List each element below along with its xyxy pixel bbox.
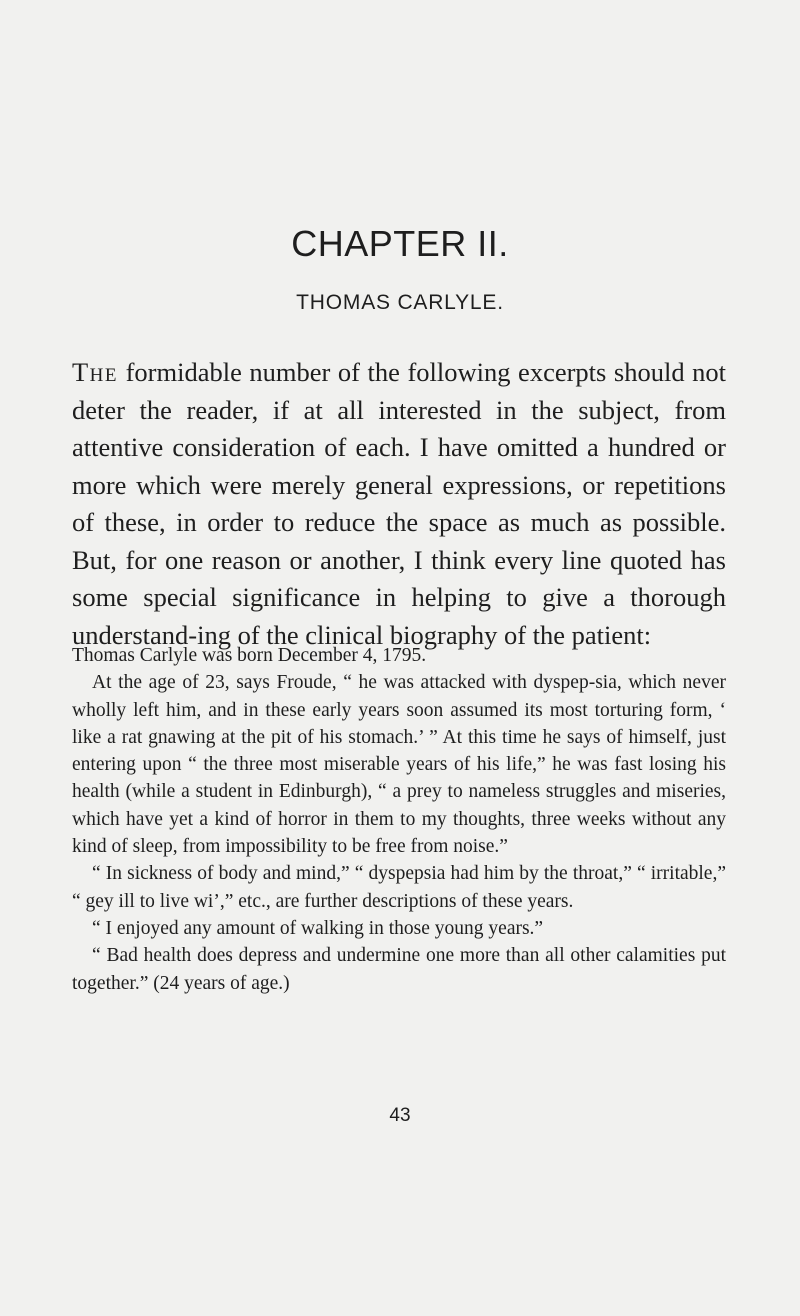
paragraph-walking: “ I enjoyed any amount of walking in those young years.” [92,917,544,939]
paragraph-froude: At the age of 23, says Froude, “ he was attacked with dyspep-sia, which never wholly left him, and in these early years soon assumed its most torturing form, ‘ like a rat gnawing at the pit of his stomach.’ ” At this time he says of himself, just entering upon “ the three most miserable years of his life,” he was fast losing his health (while a student in Edinburgh), “ a prey to nameless struggles and miseries, which have yet a kind of horror in them to my thoughts, three weeks without any kind of sleep, from impossibility to be free from noise.” [72,672,726,858]
paragraph-descriptions: “ In sickness of body and mind,” “ dyspepsia had him by the throat,” “ irritable,” “ gey ill to live wi’,” etc., are further descriptions of these years. [72,863,726,912]
intro-text: formidable number of the following excerpts should not deter the reader, if at all interested in the subject, from attentive consideration of each. I have omitted a hundred or more which were merely general expressions, or repetitions of these, in order to reduce the space as much as possible. But, for one reason or another, I think every line quoted has some special significance in helping to give a thorough understand-ing of the clinical biography of the patient: [72,357,726,650]
body-text [72,642,726,997]
intro-first-word: The [72,357,119,387]
chapter-heading: CHAPTER II. [291,223,509,264]
paragraph-birth: Thomas Carlyle was born December 4, 1795. [72,645,427,666]
chapter-subtitle: THOMAS CARLYLE. [296,291,504,314]
page-number: 43 [389,1105,411,1126]
paragraph-bad-health: “ Bad health does depress and undermine one more than all other calamities put together.” (24 years of age.) [72,945,726,994]
intro-paragraph [72,354,726,654]
